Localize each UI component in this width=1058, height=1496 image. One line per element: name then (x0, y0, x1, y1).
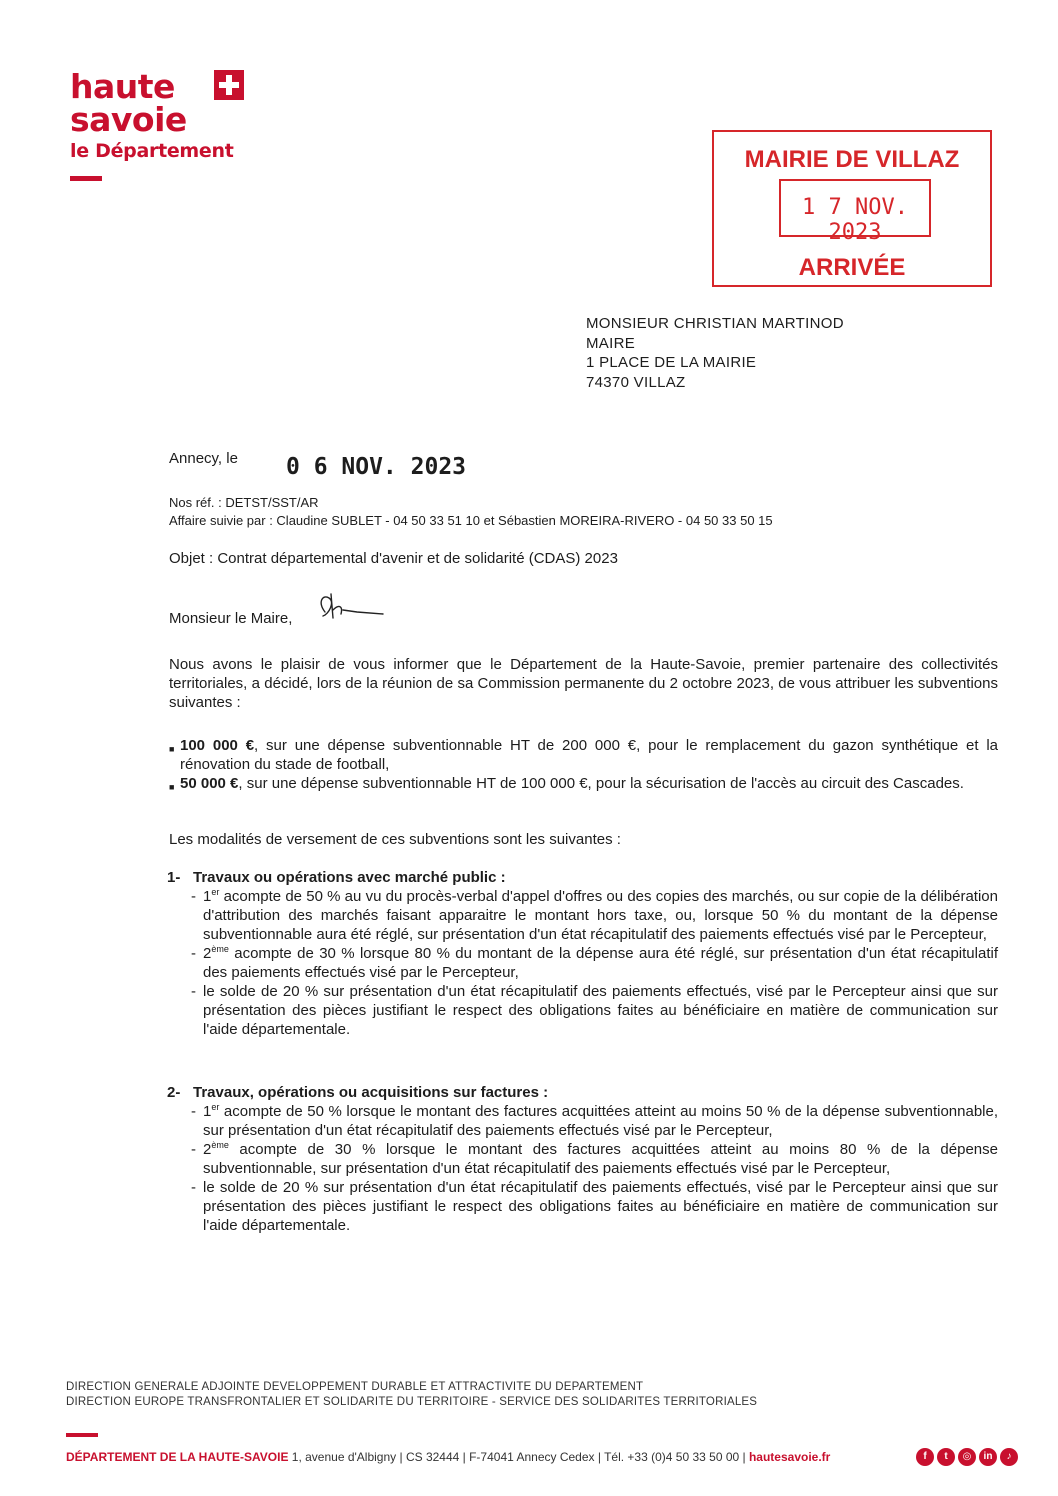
subsidy-text: , sur une dépense subventionnable HT de 200 000 €, pour le remplacement du gazon synthétique et la rénovation du stade de football, (180, 737, 999, 773)
footer-website-link[interactable]: hautesavoie.fr (748, 1450, 831, 1464)
item-text: le solde de 20 % sur présentation d'un état récapitulatif des paiements effectués, visé par le Percepteur ainsi que sur présentation des pièces justifiant le respect des obligations faites au bénéficiaire en matière de communication sur l'aide départementale. (203, 1179, 998, 1234)
item-ordinal-suffix: ème (211, 944, 229, 954)
intro-paragraph: Nous avons le plaisir de vous informer que le Département de la Haute-Savoie, premier partenaire des collectivités territoriales, a décidé, lors de la réunion de sa Commission permanente du 2 octobre 2023, de vous attribuer les subventions suivantes : (169, 656, 998, 711)
item-ordinal-suffix: er (211, 1102, 220, 1112)
date-prefix: Annecy, le (169, 450, 238, 467)
facebook-icon[interactable]: f (916, 1448, 934, 1466)
case-handlers: Affaire suivie par : Claudine SUBLET - 04 50 33 51 10 et Sébastien MOREIRA-RIVERO - 04 50 33 50 15 (169, 513, 773, 528)
references (169, 494, 773, 530)
section-item: - 1er acompte de 50 % au vu du procès-verbal d'appel d'offres ou des copies des marchés, ou sur copie de la délibération d'attribution des marchés faisant apparaitre le montant hors taxe, ou, lorsque 50 % du montant de la dépense subventionnable aura été réglé, sur présentation d'un état récapitulatif des paiements effectués visé par le Percepteur, (191, 887, 998, 943)
recipient-name: MONSIEUR CHRISTIAN MARTINOD (586, 315, 844, 332)
arrival-stamp (712, 130, 992, 287)
section-heading (167, 1083, 998, 1102)
section-item: - le solde de 20 % sur présentation d'un état récapitulatif des paiements effectués, visé par le Percepteur ainsi que sur présentation des pièces justifiant le respect des obligations faites au bénéficiaire en matière de communication sur l'aide départementale. (191, 983, 998, 1038)
stamp-title: MAIRIE DE VILLAZ (744, 146, 960, 173)
item-ordinal-suffix: er (211, 887, 220, 897)
instagram-icon[interactable]: ◎ (958, 1448, 976, 1466)
item-ordinal: 1 (203, 888, 212, 905)
subsidy-item (169, 736, 998, 774)
footer-address: 1, avenue d'Albigny | CS 32444 | F-74041 Annecy Cedex | Tél. +33 (0)4 50 33 50 00 | (288, 1450, 749, 1464)
subsidy-amount: 50 000 € (180, 775, 239, 792)
savoy-cross-icon (214, 70, 244, 100)
item-text: acompte de 50 % au vu du procès-verbal d'appel d'offres ou des copies des marchés, ou sur copie de la délibération d'attribution des marchés faisant apparaitre le montant hors taxe, ou, lorsque 50 % du montant de la dépense subventionnable aura été réglé, sur présentation d'un état récapitulatif des paiements effectués visé par le Percepteur, (203, 888, 998, 943)
subsidy-text: , sur une dépense subventionnable HT de 100 000 €, pour la sécurisation de l'accès au circuit des Cascades. (238, 775, 964, 792)
section-title: Travaux, opérations ou acquisitions sur factures : (193, 1084, 549, 1101)
recipient-title: MAIRE (586, 334, 636, 352)
item-ordinal: 2 (203, 945, 212, 962)
section-number: 1- (167, 869, 181, 886)
section-item: - 1er acompte de 50 % lorsque le montant des factures acquittées atteint au moins 50 % de la dépense subventionnable, sur présentation d'un état récapitulatif des paiements effectués visé par le Percepteur, (191, 1102, 998, 1139)
section-item: - 2ème acompte de 30 % lorsque le montant des factures acquittées atteint au moins 80 % de la dépense subventionnable, sur présentation d'un état récapitulatif des paiements effectués visé par le Percepteur, (191, 1140, 998, 1177)
logo-line-1: haute (70, 67, 175, 106)
item-text: acompte de 30 % lorsque le montant des factures acquittées atteint au moins 80 % de la dépense subventionnable, sur présentation d'un état récapitulatif des paiements effectués visé par le Percepteur, (203, 1141, 998, 1177)
logo-line-2: savoie (70, 100, 187, 139)
section-number: 2- (167, 1084, 181, 1101)
bullet-icon: ■ (169, 744, 175, 754)
linkedin-icon[interactable]: in (979, 1448, 997, 1466)
stamp-date-box (779, 179, 931, 245)
salutation: Monsieur le Maire, (169, 610, 293, 627)
recipient-street: 1 PLACE DE LA MAIRIE (586, 354, 757, 371)
bullet-icon: ■ (169, 782, 175, 792)
subsidy-list (169, 736, 998, 797)
footer-accent-bar (66, 1433, 98, 1437)
item-ordinal: 2 (203, 1141, 212, 1158)
item-text: le solde de 20 % sur présentation d'un état récapitulatif des paiements effectués, visé par le Percepteur ainsi que sur présentation des pièces justifiant le respect des obligations faites au bénéficiaire en matière de communication sur l'aide départementale. (203, 983, 998, 1038)
social-links (916, 1448, 1018, 1466)
footer-directorate (66, 1380, 757, 1410)
item-text: acompte de 30 % lorsque 80 % du montant de la dépense aura été réglé, sur présentation d'un état récapitulatif des paiements effectués visé par le Percepteur, (203, 945, 998, 981)
logo-line-3: le Département (70, 140, 234, 162)
section-heading (167, 868, 998, 887)
section-invoices (167, 1083, 998, 1235)
item-ordinal: 1 (203, 1103, 212, 1120)
section-public-contract (167, 868, 998, 1039)
stamp-status: ARRIVÉE (798, 254, 906, 281)
tiktok-icon[interactable]: ♪ (1000, 1448, 1018, 1466)
item-text: acompte de 50 % lorsque le montant des factures acquittées atteint au moins 50 % de la dépense subventionnable, sur présentation d'un état récapitulatif des paiements effectués visé par le Percepteur, (203, 1103, 998, 1139)
subsidy-amount: 100 000 € (180, 737, 255, 754)
section-item: - le solde de 20 % sur présentation d'un état récapitulatif des paiements effectués, visé par le Percepteur ainsi que sur présentation des pièces justifiant le respect des obligations faites au bénéficiaire en matière de communication sur l'aide départementale. (191, 1179, 998, 1234)
stamp-date: 1 7 NOV. 2023 (802, 195, 908, 245)
item-ordinal-suffix: ème (211, 1140, 229, 1150)
department-logo (70, 67, 234, 181)
letter-date: 0 6 NOV. 2023 (286, 454, 467, 480)
section-title: Travaux ou opérations avec marché public : (193, 869, 506, 886)
subsidy-item (169, 774, 998, 797)
footer-direction-1: DIRECTION GENERALE ADJOINTE DEVELOPPEMENT DURABLE ET ATTRACTIVITE DU DEPARTEMENT (66, 1381, 644, 1393)
our-reference: Nos réf. : DETST/SST/AR (169, 495, 319, 510)
letter-object: Objet : Contrat départemental d'avenir et de solidarité (CDAS) 2023 (169, 550, 618, 567)
handwritten-initials (313, 590, 393, 628)
recipient-city: 74370 VILLAZ (586, 373, 686, 391)
footer-contact (66, 1450, 830, 1464)
footer-org: DÉPARTEMENT DE LA HAUTE-SAVOIE (66, 1450, 289, 1464)
logo-underline (70, 176, 102, 181)
twitter-icon[interactable]: t (937, 1448, 955, 1466)
recipient-address (586, 314, 844, 392)
section-item: - 2ème acompte de 30 % lorsque 80 % du montant de la dépense aura été réglé, sur présentation d'un état récapitulatif des paiements effectués visé par le Percepteur, (191, 944, 998, 981)
footer-direction-2: DIRECTION EUROPE TRANSFRONTALIER ET SOLIDARITE DU TERRITOIRE - SERVICE DES SOLIDARITES TERRITORIALES (66, 1396, 758, 1408)
modalities-intro: Les modalités de versement de ces subventions sont les suivantes : (169, 831, 621, 848)
